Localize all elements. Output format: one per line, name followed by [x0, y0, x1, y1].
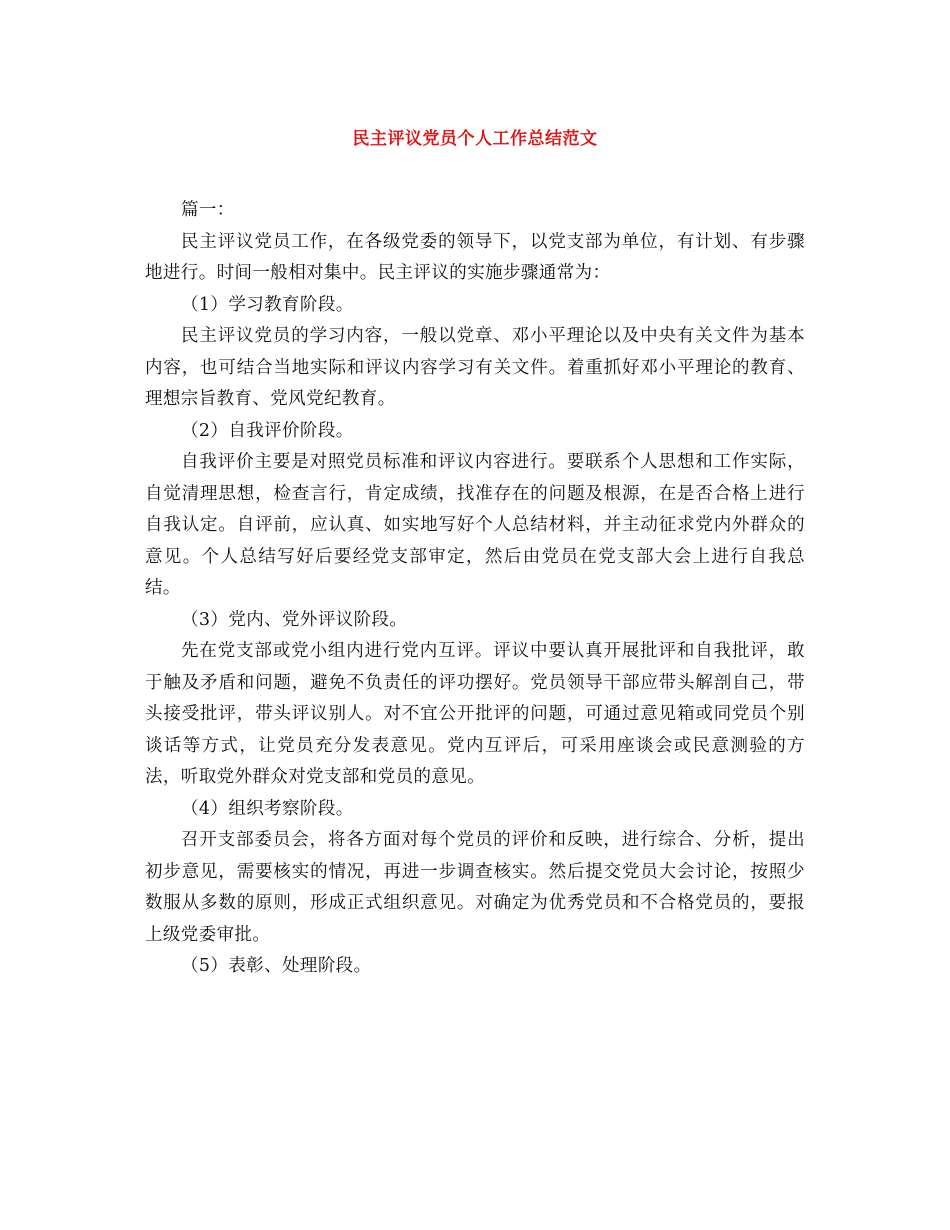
- step-heading-1: （1）学习教育阶段。: [181, 294, 354, 315]
- step-paragraph-2: 自我评价主要是对照党员标准和评议内容进行。要联系个人思想和工作实际，自觉清理思想，检查言行，肯定成绩，找准存在的问题及根源，在是否合格上进行自我认定。自评前，应认真、如实地写好个人总结材料，并主动征求党内外群众的意见。个人总结写好后要经党支部审定，然后由党员在党支部大会上进行自我总结。: [145, 452, 805, 598]
- step-heading-2: （2）自我评价阶段。: [181, 420, 354, 441]
- step-heading-5: （5）表彰、处理阶段。: [181, 956, 372, 976]
- intro-paragraph: 民主评议党员工作，在各级党委的领导下，以党支部为单位，有计划、有步骤地进行。时间一般相对集中。民主评议的实施步骤通常为：: [145, 231, 805, 283]
- step-paragraph-4: 召开支部委员会，将各方面对每个党员的评价和反映，进行综合、分析，提出初步意见，需要核实的情况，再进一步调查核实。然后提交党员大会讨论，按照少数服从多数的原则，形成正式组织意见。对确定为优秀党员和不合格党员的，要报上级党委审批。: [145, 830, 805, 945]
- step-heading-4: （4）组织考察阶段。: [181, 798, 354, 819]
- document-title: 民主评议党员个人工作总结范文: [352, 129, 598, 149]
- section-heading: 篇一：: [181, 200, 235, 220]
- step-paragraph-1: 民主评议党员的学习内容，一般以党章、邓小平理论以及中央有关文件为基本内容，也可结合当地实际和评议内容学习有关文件。着重抓好邓小平理论的教育、理想宗旨教育、党风党纪教育。: [145, 326, 805, 409]
- step-paragraph-3: 先在党支部或党小组内进行党内互评。评议中要认真开展批评和自我批评，敢于触及矛盾和问题，避免不负责任的评功摆好。党员领导干部应带头解剖自己，带头接受批评，带头评议别人。对不宜公开批评的问题，可通过意见箱或同党员个别谈话等方式，让党员充分发表意见。党内互评后，可采用座谈会或民意测验的方法，听取党外群众对党支部和党员的意见。: [145, 641, 805, 787]
- step-heading-3: （3）党内、党外评议阶段。: [181, 609, 408, 630]
- document-body: [145, 195, 805, 983]
